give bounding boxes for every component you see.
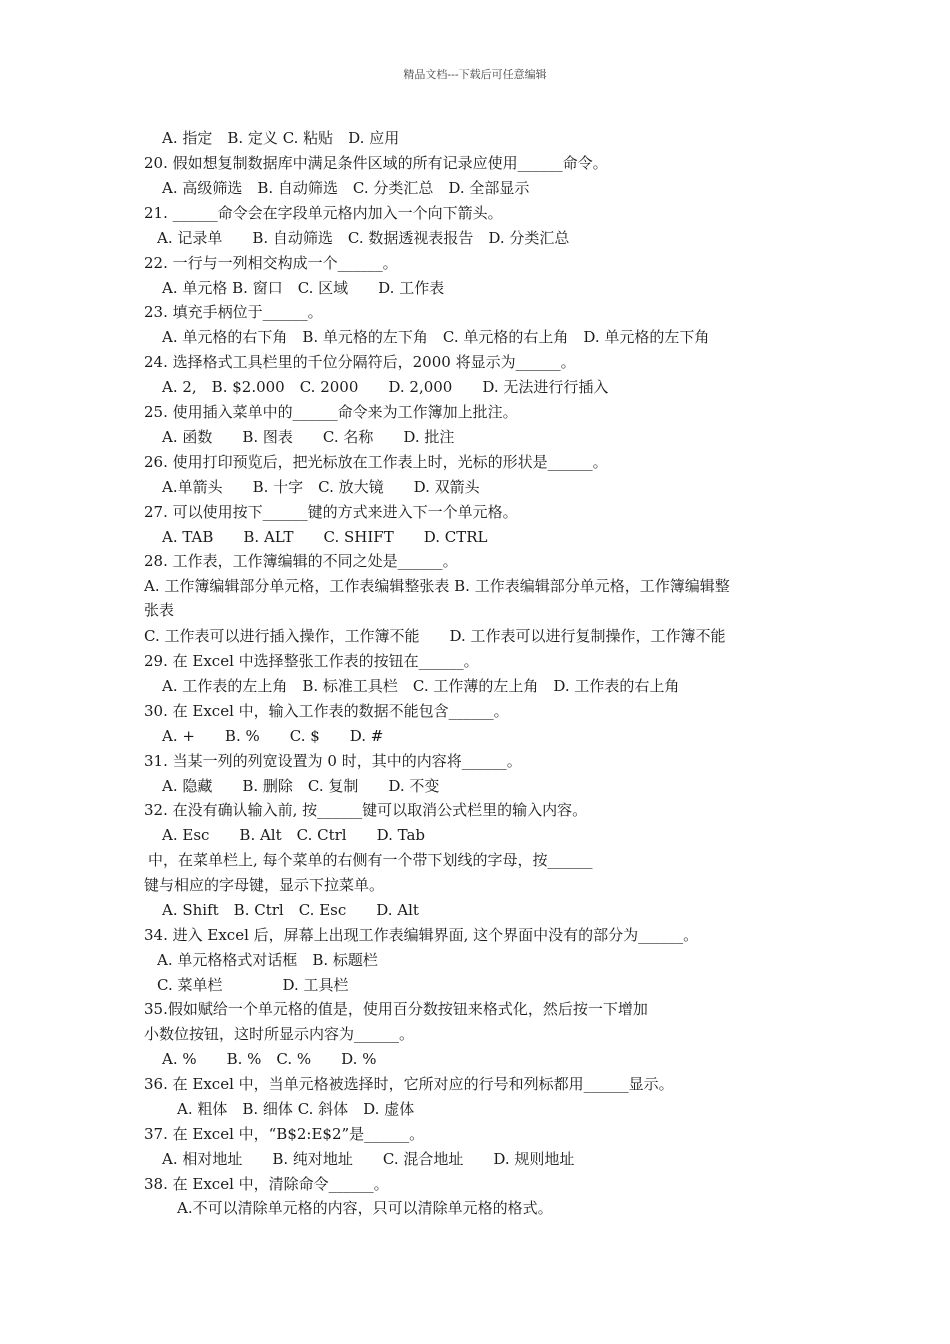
question-30: 30. 在 Excel 中，输入工作表的数据不能包含______。 xyxy=(144,702,509,720)
text-line: A. TAB B. ALT C. SHIFT D. CTRL xyxy=(162,528,488,546)
text-line: A. 高级筛选 B. 自动筛选 C. 分类汇总 D. 全部显示 xyxy=(162,179,530,197)
text-line: C. 菜单栏 D. 工具栏 xyxy=(157,976,349,994)
question-28: 28. 工作表，工作簿编辑的不同之处是______。 xyxy=(144,552,458,570)
question-25: 25. 使用插入菜单中的______命令来为工作簿加上批注。 xyxy=(144,403,518,421)
text-line: A. 隐藏 B. 删除 C. 复制 D. 不变 xyxy=(162,777,440,795)
text-line: A. 记录单 B. 自动筛选 C. 数据透视表报告 D. 分类汇总 xyxy=(157,229,570,247)
text-line: A. 工作簿编辑部分单元格，工作表编辑整张表 B. 工作表编辑部分单元格，工作簿编辑整 xyxy=(144,577,730,595)
text-line: A. + B. % C. $ D. # xyxy=(162,727,384,745)
text-line: 键与相应的字母键，显示下拉菜单。 xyxy=(144,876,385,894)
text-line: A. 相对地址 B. 纯对地址 C. 混合地址 D. 规则地址 xyxy=(162,1150,575,1168)
text-line: A. 工作表的左上角 B. 标准工具栏 C. 工作薄的左上角 D. 工作表的右上角 xyxy=(162,677,680,695)
text-line: A. Shift B. Ctrl C. Esc D. Alt xyxy=(162,901,419,919)
question-29: 29. 在 Excel 中选择整张工作表的按钮在______。 xyxy=(144,652,479,670)
question-26: 26. 使用打印预览后，把光标放在工作表上时，光标的形状是______。 xyxy=(144,453,608,471)
text-line: A.单箭头 B. 十字 C. 放大镜 D. 双箭头 xyxy=(162,478,480,496)
text-line: A. 函数 B. 图表 C. 名称 D. 批注 xyxy=(162,428,455,446)
text-line: A. 单元格格式对话框 B. 标题栏 xyxy=(157,951,378,969)
question-22: 22. 一行与一列相交构成一个______。 xyxy=(144,254,398,272)
text-line: A. 2, B. $2.000 C. 2000 D. 2,000 D. 无法进行行插入 xyxy=(162,378,609,396)
text-line: A. 指定 B. 定义 C. 粘贴 D. 应用 xyxy=(162,129,400,147)
text-line: C. 工作表可以进行插入操作，工作簿不能 D. 工作表可以进行复制操作，工作簿不能 xyxy=(144,627,726,645)
question-27: 27. 可以使用按下______键的方式来进入下一个单元格。 xyxy=(144,503,518,521)
question-23: 23. 填充手柄位于______。 xyxy=(144,303,323,321)
question-38: 38. 在 Excel 中，清除命令______。 xyxy=(144,1175,389,1193)
text-line: 小数位按钮，这时所显示内容为______。 xyxy=(144,1025,415,1043)
question-20: 20. 假如想复制数据库中满足条件区域的所有记录应使用______命令。 xyxy=(144,154,608,172)
question-35: 35.假如赋给一个单元格的值是，使用百分数按钮来格式化，然后按一下增加 xyxy=(144,1000,648,1018)
text-line: A. 单元格 B. 窗口 C. 区域 D. 工作表 xyxy=(162,279,445,297)
question-21: 21. ______命令会在字段单元格内加入一个向下箭头。 xyxy=(144,204,503,222)
text-line: A. 粗体 B. 细体 C. 斜体 D. 虚体 xyxy=(177,1100,415,1118)
question-32: 32. 在没有确认输入前, 按______键可以取消公式栏里的输入内容。 xyxy=(144,801,588,819)
text-line: 张表 xyxy=(144,601,175,619)
text-line: A.不可以清除单元格的内容，只可以清除单元格的格式。 xyxy=(177,1199,553,1217)
text-line: A. 单元格的右下角 B. 单元格的左下角 C. 单元格的右上角 D. 单元格的左下角 xyxy=(162,328,710,346)
page-header: 精品文档---下载后可任意编辑 xyxy=(403,68,547,81)
question-36: 36. 在 Excel 中，当单元格被选择时，它所对应的行号和列标都用______显示。 xyxy=(144,1075,674,1093)
question-31: 31. 当某一列的列宽设置为 0 时，其中的内容将______。 xyxy=(144,752,522,770)
question-37: 37. 在 Excel 中，“B$2:E$2”是______。 xyxy=(144,1125,425,1143)
question-24: 24. 选择格式工具栏里的千位分隔符后，2000 将显示为______。 xyxy=(144,353,576,371)
text-line: A. % B. % C. % D. % xyxy=(162,1050,377,1068)
text-line: A. Esc B. Alt C. Ctrl D. Tab xyxy=(162,826,425,844)
question-34: 34. 进入 Excel 后，屏幕上出现工作表编辑界面, 这个界面中没有的部分为______。 xyxy=(144,926,699,944)
question-33: 中，在菜单栏上, 每个菜单的右侧有一个带下划线的字母，按______ xyxy=(148,851,593,869)
